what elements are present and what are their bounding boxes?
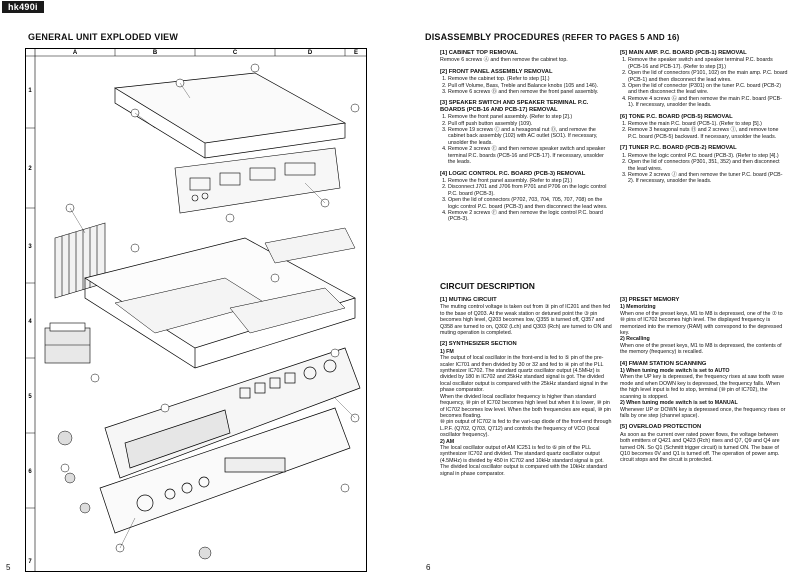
section-title: [5] OVERLOAD PROTECTION [620,424,702,431]
grid-col-label: A [72,50,78,56]
paragraph: The output of local oscillator in the front-end is fed to ⑤ pin of the pre-scaler IC701 and then divided by 30 or 32 and fed to ④ pin of the PLL synthesizer IC702. The standard quartz oscillator output (4.5MHz) is divided by 180 in IC702 and 25kHz standard signal is got. The divided local oscillator output is compared with the 25kHz standard signal in the phase comparator. [440,355,608,394]
paragraph: As soon as the current over rated power flows, the voltage between both emitters of Q421 and Q423 (Rch) rises and Q7, Q9 and Q4 are turned ON. So Q1 (Schmitt trigger circuit) is turned ON. The base of Q10 becomes 0V and Q1 is turned off. The operation of power amp. circuit stops and the circuit is protected. [620,431,780,464]
step: 4. Remove 2 screws Ⓕ and then remove the logic control P.C. board (PCB-3). [448,210,612,223]
step: 1. Remove the cabinet top. (Refer to step [1].) [448,76,612,82]
paragraph: ⑩ pin output of IC702 is fed to the vari-cap diode of the front-end through L.P.F. (Q702, Q703, Q712) and controls the frequency of VCO (local oscillator frequency). [440,419,612,439]
grid-row-label: 6 [28,469,32,475]
step: 1. Remove the logic control P.C. board (PCB-3). (Refer to step [4].) [628,153,788,159]
section-title: [2] FRONT PANEL ASSEMBLY REMOVAL [440,68,553,75]
section-muting [440,297,612,336]
page-number-right: 6 [426,563,431,572]
section-body: Remove 6 screws Ⓐ and then remove the cabinet top. [440,57,568,64]
section-title: [1] MUTING CIRCUIT [440,297,497,303]
sub-label: 1) FM [440,348,454,355]
sub-label: 2) Recalling [620,336,650,343]
section-title: [1] CABINET TOP REMOVAL [440,50,518,56]
grid-col-label: D [307,50,313,56]
section-preset [620,297,788,356]
paragraph: Whenever UP or DOWN key is depressed once, the frequency rises or falls by one step (channel space). [620,406,786,419]
heatsink [55,223,105,298]
step: 3. Open the lid of connector (P301) on the tuner P.C. board (PCB-2) and then disconnect the lead wire. [628,83,788,96]
sub-label: 2) When tuning mode switch is set to MANUAL [620,400,738,407]
circuit-col-2 [620,297,788,469]
step: 2. Disconnect J701 and J706 from P701 and P706 on the logic control P.C. board (PCB-3). [448,184,612,197]
grid-col-label: C [232,50,238,56]
section-title: [4] LOGIC CONTROL P.C. BOARD (PCB-3) REMOVAL [440,170,586,177]
exploded-view-diagram [25,48,367,572]
paragraph: When the divided local oscillator frequency is higher than standard frequency, ⑩ pin of IC702 becomes high level but when it is lower, ⑩ pin of IC702 becomes low level. When the both frequencies are equal, ⑩ pin becomes floating. [440,393,611,419]
grid-row-label: 7 [28,559,32,565]
section-title: [4] FM/AM STATION SCANNING [620,360,707,367]
section-body: The muting control voltage is taken out from ③ pin of IC201 and then fed to the base of Q203. At the weak station or detuned point the ③ pin becomes high level, Q203 becomes low, Q355 is turned off, Q357 and Q358 are turned to on, Q302 (Lch) and Q303 (Rch) are turned to ON and muting operation is completed. [440,304,612,337]
grid-row-label: 3 [28,244,32,250]
disassembly-col-2 [620,50,788,190]
step: 2. Pull off push button assembly (109). [448,121,612,127]
section-title: [3] PRESET MEMORY [620,297,680,303]
step: 3. Remove 19 screws Ⓒ and a hexagonal nut Ⓓ, and remove the cabinet back assembly (102) with AC outlet (SO1). If necessary, unsolder the leads. [448,127,612,146]
page-number-left: 5 [6,563,11,572]
sub-label: 1) Memorizing [620,304,656,311]
grid-row-label: 4 [28,319,32,325]
step: 2. Pull off Volume, Bass, Treble and Balance knobs (105 and 146). [448,83,612,89]
disassembly-col-1 [440,50,612,228]
section-logic-control [440,171,612,223]
section-main-amp [620,50,788,109]
section-speaker-switch [440,100,612,165]
step: 4. Remove 2 screws Ⓔ and then remove speaker switch and speaker terminal P.C. boards (PCB-16 and PCB-17). If necessary, unsolder the leads. [448,146,612,165]
grid-row-label: 5 [28,394,32,400]
step: 2. Open the lid of connectors (P101, 102) on the main amp. P.C. board (PCB-1) and then disconnect the lead wires. [628,70,788,83]
section-scanning [620,361,788,420]
section-title: [5] MAIN AMP. P.C. BOARD (PCB-1) REMOVAL [620,50,747,56]
step: 3. Open the lid of connectors (P702, 703, 704, 705, 707, 708) on the logic control P.C. board (PCB-3) and then disconnect the lead wires. [448,197,612,210]
section-tuner [620,145,788,184]
step: 1. Remove the speaker switch and speaker terminal P.C. boards (PCB-16 and PCB-17). (Refer to step [3].) [628,57,788,70]
step: 3. Remove 6 screws Ⓑ and then remove the front panel assembly. [448,89,612,95]
step: 2. Remove 3 hexagonal nuts Ⓗ and 2 screws Ⓘ, and remove tone P.C. board (PCB-5) backward. If necessary, unsolder the leads. [628,127,788,140]
disassembly-title [425,32,679,42]
step: 1. Remove the front panel assembly. (Refer to step [2].) [448,114,612,120]
step: 1. Remove the front panel assembly. (Refer to step [2].) [448,178,612,184]
section-title: [6] TONE P.C. BOARD (PCB-5) REMOVAL [620,113,733,120]
paragraph: When the UP key is depressed, the frequency rises at saw tooth wave mode and when DOWN key is depressed, the frequency falls. When the high level input is fed to stop, terminal (⑩ pin of IC702), the scanning is stopped. [620,374,785,400]
section-front-panel [440,69,612,96]
back-panel [175,148,340,213]
step: 1. Remove the main P.C. board (PCB-1). (Refer to step [5].) [628,121,788,127]
disassembly-title-ref: (REFER TO PAGES 5 AND 16) [562,33,680,42]
step: 2. Open the lid of connectors (P301, 351, 352) and then disconnect the lead wires. [628,159,788,172]
grid-col-label: B [152,50,158,56]
transformer [45,323,90,363]
section-title: [3] SPEAKER SWITCH AND SPEAKER TERMINAL P.C. BOARDS (PCB-16 AND PCB-17) REMOVAL [440,100,589,113]
step: 4. Remove 4 screws Ⓖ and then remove the main P.C. board (PCB-1). If necessary, unsolder the leads. [628,96,788,109]
sub-label: 1) When tuning mode switch is set to AUTO [620,368,730,375]
model-tag: hk490i [2,1,44,13]
section-title: [7] TUNER P.C. BOARD (PCB-2) REMOVAL [620,145,737,152]
grid-row-label: 1 [28,88,32,94]
grid-col-label: E [353,50,359,56]
sub-label: 2) AM [440,438,455,445]
paragraph: When one of the preset keys, M1 to M8 is depressed, one of the ⑦ to ⑩ pins of IC702 becomes high level. The displayed frequency is memorized into the memory (RAM) with correspond to the depressed key. [620,310,783,337]
section-title: [2] SYNTHESIZER SECTION [440,341,517,348]
section-synth [440,341,612,477]
circuit-col-1 [440,297,612,482]
grid-row-label: 2 [28,166,32,172]
exploded-view-title: GENERAL UNIT EXPLODED VIEW [28,32,179,42]
paragraph: The local oscillator output of AM IC251 is fed to ⑥ pin of the PLL synthesizer IC702 and divided. The standard quartz oscillator output (4.5MHz) is divided by 450 in IC702 and 10kHz standard signal is got. The divided local oscillator output is compared with the 10kHz standard signal in phase comparator. [440,444,607,477]
step: 3. Remove 2 screws Ⓙ and then remove the tuner P.C. board (PCB-2). If necessary, unsolder the leads. [628,172,788,185]
section-tone [620,114,788,141]
paragraph: When one of the preset keys, M1 to M8 is depressed, the contents of the memory (frequency) is recalled. [620,342,782,356]
cabinet-top [115,73,345,158]
section-overload [620,424,788,463]
section-cabinet-top [440,50,612,64]
circuit-description-title: CIRCUIT DESCRIPTION [440,281,535,291]
disassembly-title-text: DISASSEMBLY PROCEDURES [425,32,560,42]
